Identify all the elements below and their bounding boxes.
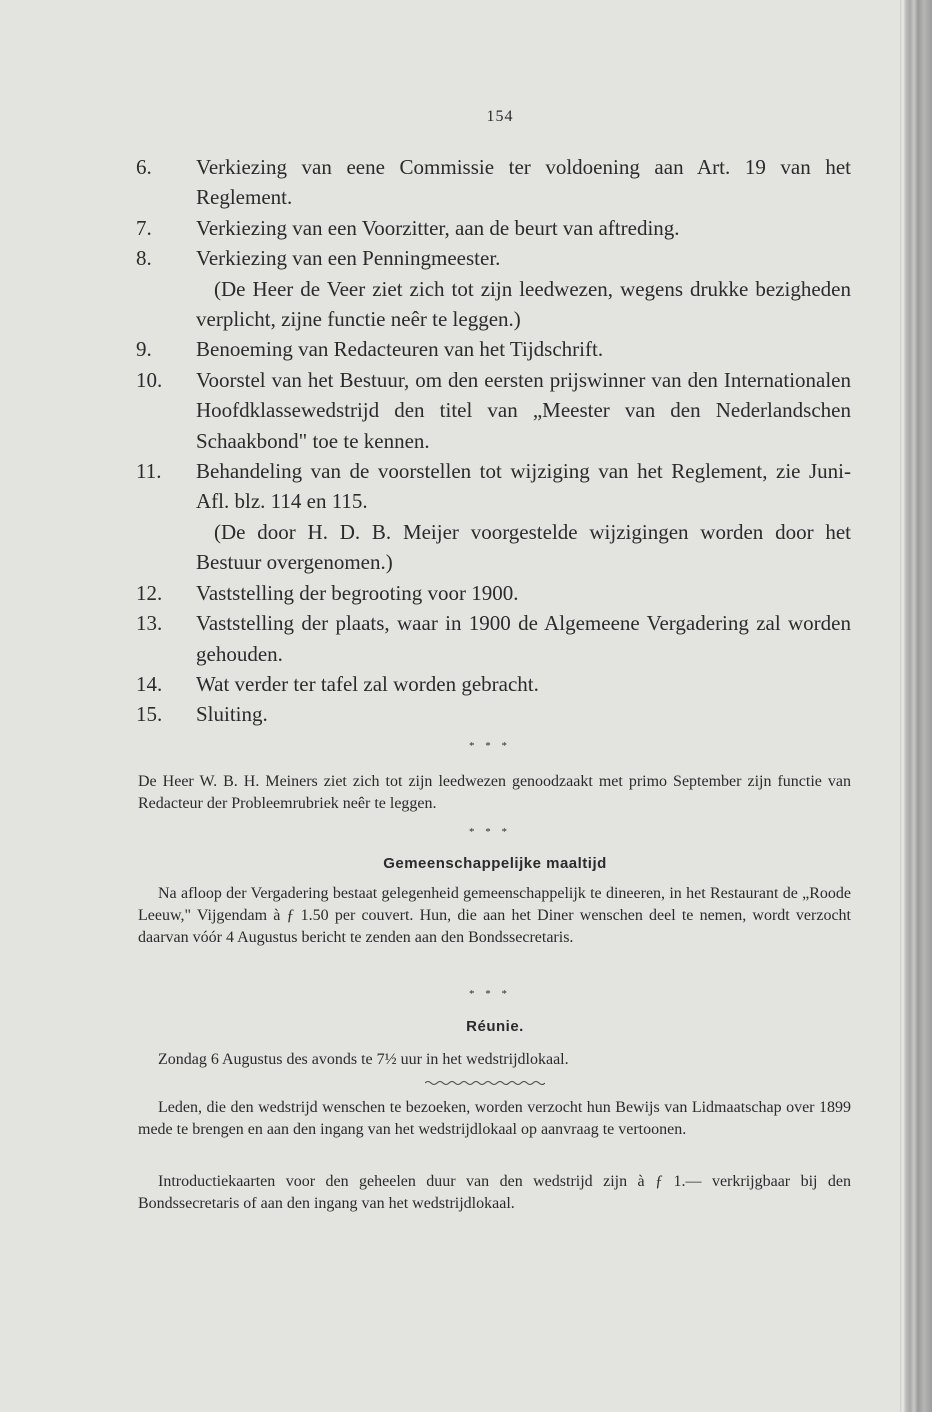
agenda-item-number: 6. — [136, 155, 152, 179]
agenda-item-number: 9. — [136, 337, 152, 362]
separator-asterism: * * * — [469, 740, 511, 752]
agenda-item — [136, 152, 851, 213]
page-number: 154 — [486, 108, 514, 125]
maaltijd-heading: Gemeenschappelijke maaltijd — [383, 855, 607, 872]
agenda-item-number: 10. — [136, 367, 163, 392]
agenda-item-text: Vaststelling der plaats, waar in 1900 de Algemeene Vergadering zal worden gehouden. — [196, 611, 851, 666]
agenda-item — [136, 699, 851, 729]
agenda-item-text: Verkiezing van een Voorzitter, aan de beurt van aftreding. — [196, 215, 680, 240]
agenda-item-text: Verkiezing van een Penningmeester. — [196, 246, 501, 271]
agenda-item-number: 8. — [136, 246, 152, 271]
agenda-item-number: 15. — [136, 702, 163, 727]
agenda-item-text: Verkiezing van eene Commissie ter voldoening aan Art. 19 van het Reglement. — [196, 155, 851, 210]
agenda-item — [136, 243, 851, 273]
separator-asterism: * * * — [469, 826, 511, 838]
agenda-item-text: Behandeling van de voorstellen tot wijziging van het Reglement, zie Juni-Afl. blz. 114 en 115. — [196, 459, 851, 514]
meiners-notice: De Heer W. B. H. Meiners ziet zich tot zijn leedwezen genoodzaakt met primo September zijn functie van Redacteur der Probleemrubriek neêr te leggen. — [138, 773, 851, 812]
introductie-text: Introductiekaarten voor den geheelen duur van den wedstrijd zijn à ƒ 1.— verkrijgbaar bij den Bondssecretaris of aan den ingang van het wedstrijdlokaal. — [138, 1173, 851, 1212]
separator-asterism: * * * — [469, 988, 511, 1000]
reunie-heading: Réunie. — [466, 1018, 524, 1035]
agenda-item-note: (De door H. D. B. Meijer voorgestelde wijzigingen worden door het Bestuur overgenomen.) — [196, 519, 851, 575]
agenda-item-number: 14. — [136, 671, 163, 696]
reunie-text: Zondag 6 Augustus des avonds te 7½ uur in het wedstrijdlokaal. — [158, 1051, 569, 1068]
agenda-item — [136, 456, 851, 517]
agenda-item-number: 13. — [136, 611, 163, 636]
agenda-item — [136, 578, 851, 608]
agenda-item — [136, 213, 851, 243]
agenda-item — [136, 608, 851, 669]
maaltijd-text: Na afloop der Vergadering bestaat gelegenheid gemeenschappelijk te dineeren, in het Restaurant de „Roode Leeuw," Vijgendam à ƒ 1.50 per couvert. Hun, die aan het Diner wenschen deel te nemen, wordt verzocht daarvan vóór 4 Augustus bericht te zenden aan den Bondssecretaris. — [138, 885, 851, 946]
agenda-item — [136, 365, 851, 456]
leden-text: Leden, die den wedstrijd wenschen te bezoeken, worden verzocht hun Bewijs van Lidmaatschap over 1899 mede te brengen en aan den ingang van het wedstrijdlokaal op aanvraag te vertoonen. — [138, 1099, 851, 1138]
agenda-item-note: (De Heer de Veer ziet zich tot zijn leedwezen, wegens drukke bezigheden verplicht, zijne functie neêr te leggen.) — [196, 276, 851, 332]
wavy-divider — [425, 1080, 545, 1086]
agenda-item-text: Benoeming van Redacteuren van het Tijdschrift. — [196, 337, 604, 362]
agenda-item — [136, 669, 851, 699]
agenda-item-text: Vaststelling der begrooting voor 1900. — [196, 580, 519, 605]
agenda-item-text: Voorstel van het Bestuur, om den eersten prijswinner van den Internationalen Hoofdklassewedstrijd den titel van „Meester van den Nederlandschen Schaakbond" toe te kennen. — [196, 367, 851, 453]
agenda-item-number: 11. — [136, 459, 162, 484]
agenda-item-text: Sluiting. — [196, 702, 268, 727]
agenda-item-number: 7. — [136, 215, 152, 240]
agenda-item — [136, 334, 851, 364]
agenda-item-number: 12. — [136, 580, 163, 605]
agenda-list — [136, 152, 851, 730]
agenda-item-text: Wat verder ter tafel zal worden gebracht. — [196, 671, 539, 696]
book-page-edge — [900, 0, 932, 1412]
